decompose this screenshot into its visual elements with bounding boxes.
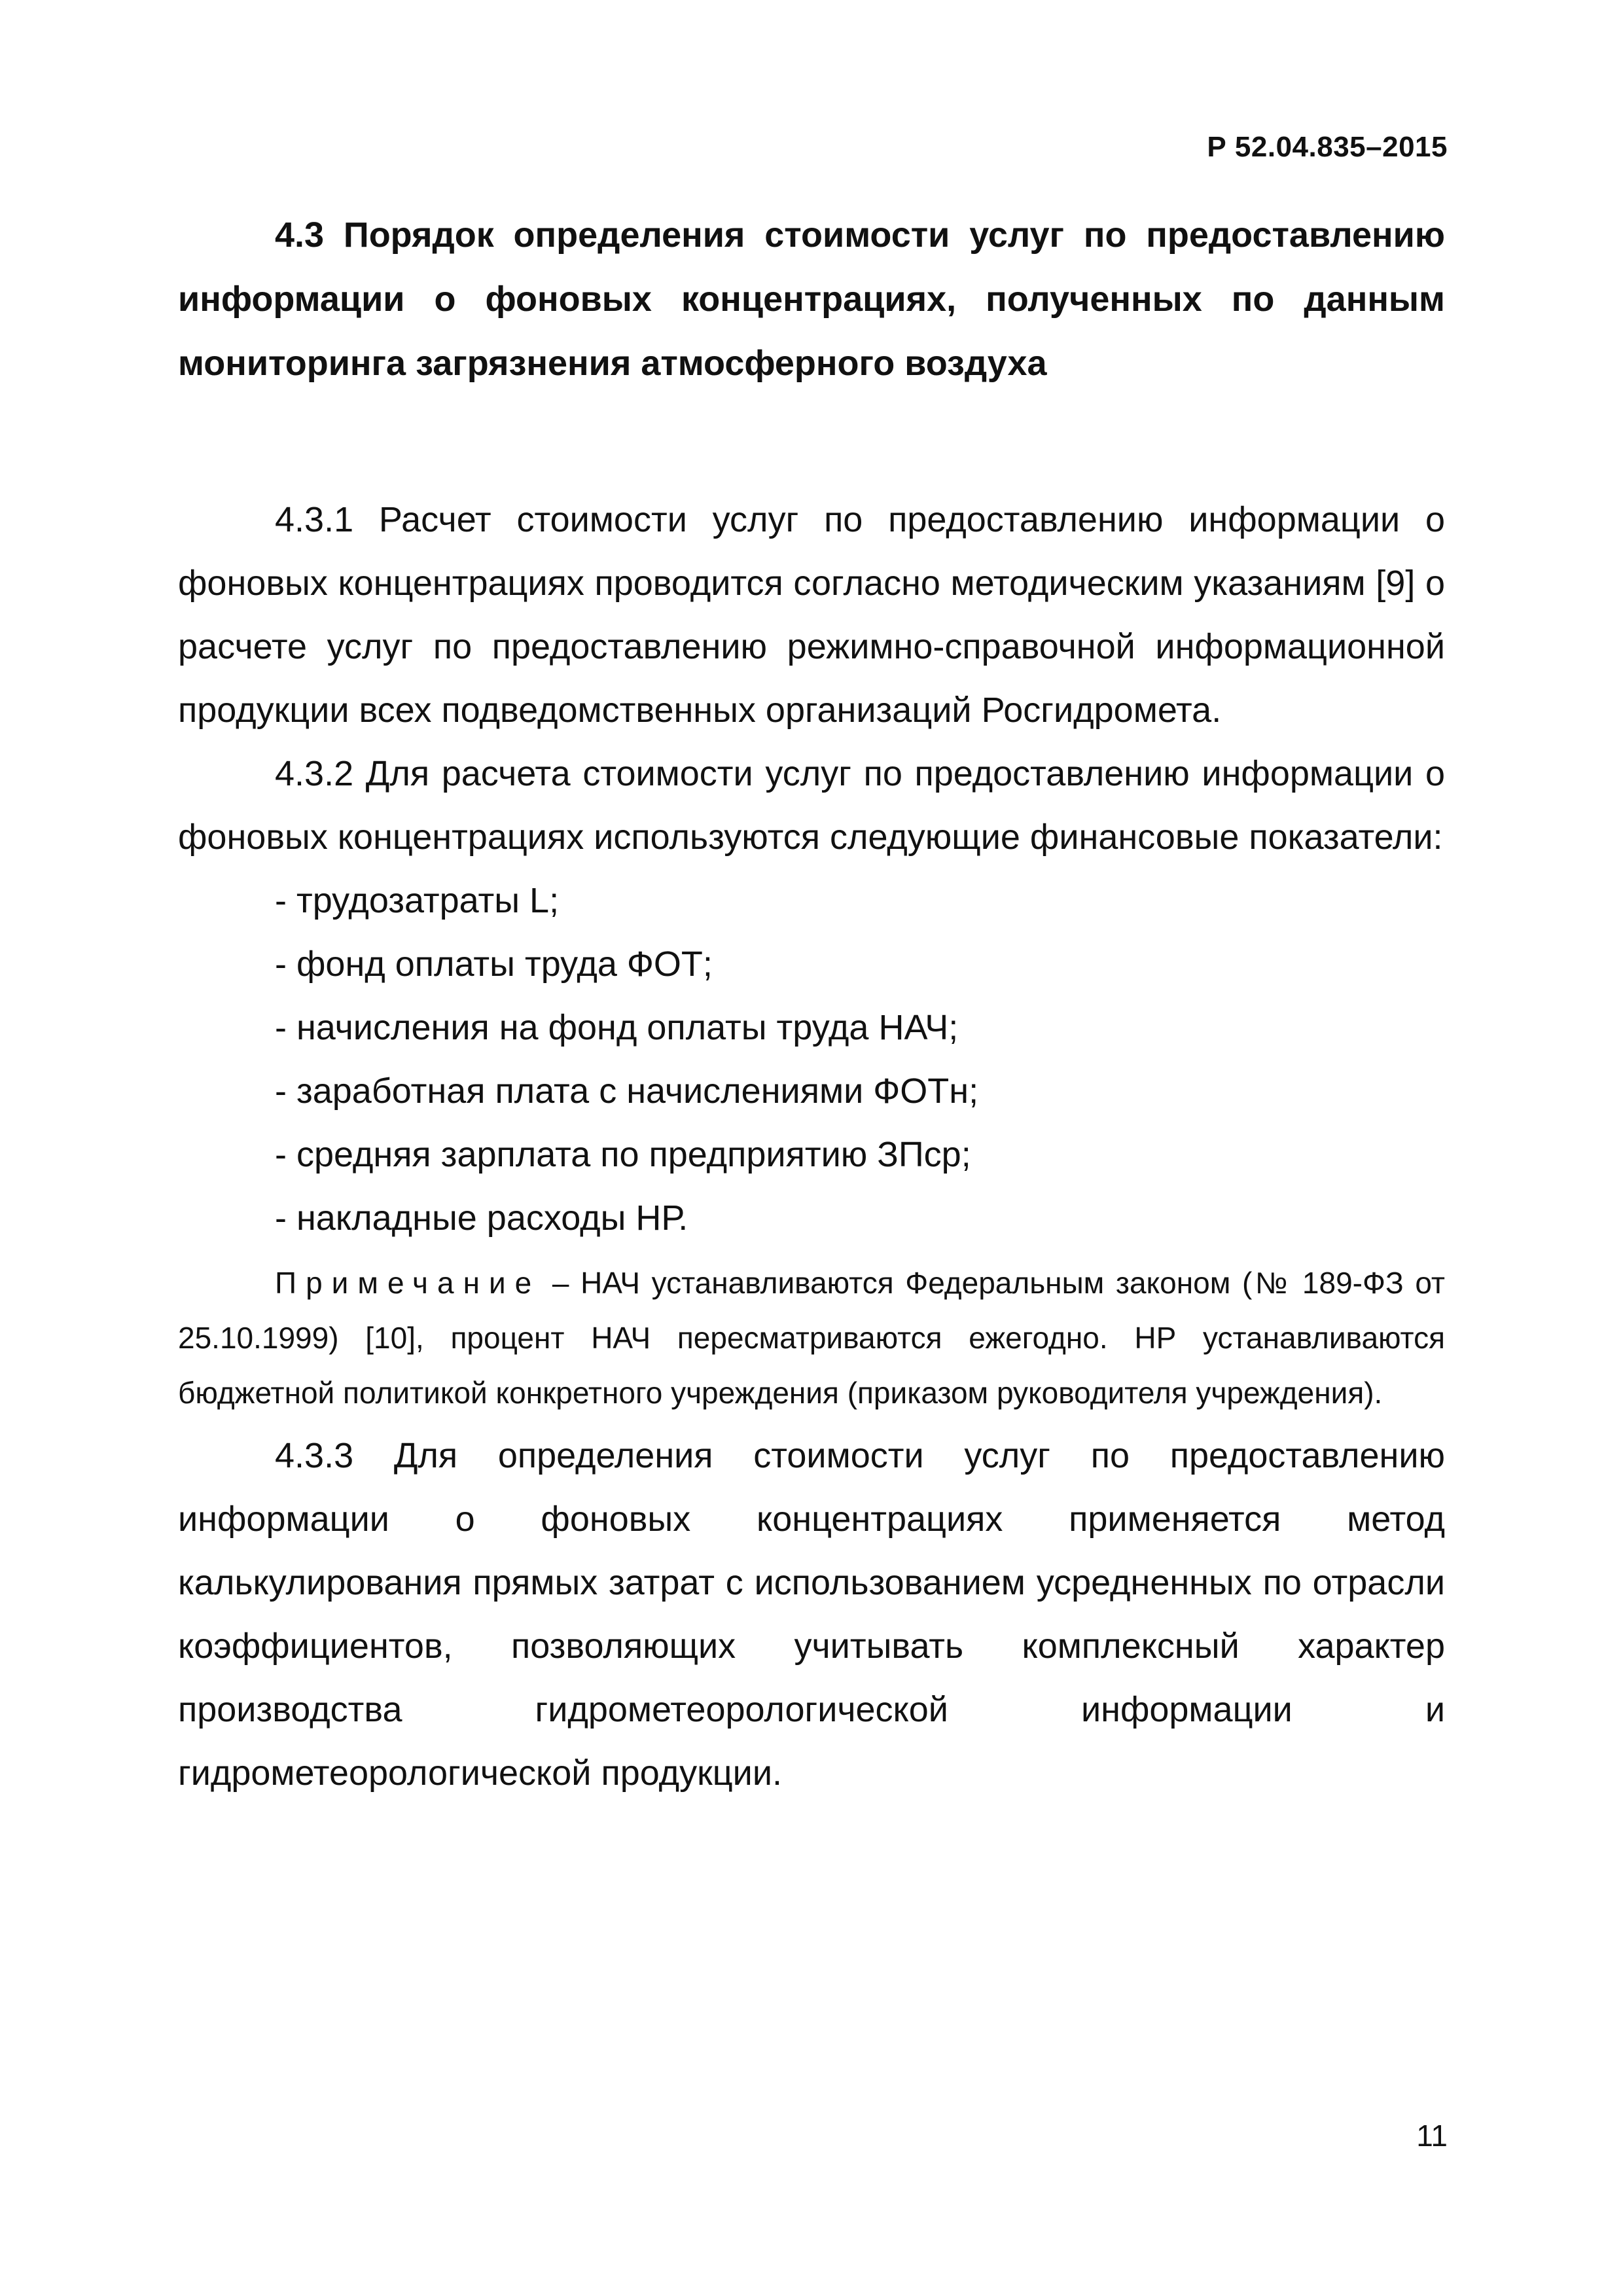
note-text: – НАЧ устанавливаются Федеральным законом (№ 189-ФЗ от 25.10.1999) [10], процент НАЧ пересматриваются ежегодно. НР устанавливаются бюджетной политикой конкретного учреждения (приказом руководителя учреждения).	[178, 1266, 1445, 1410]
note-label: Примечание	[275, 1266, 541, 1300]
section-heading: 4.3 Порядок определения стоимости услуг по предоставлению информации о фоновых концентрациях, полученных по данным мониторинга загрязнения атмосферного воздуха	[178, 215, 1445, 383]
list-item: - средняя зарплата по предприятию ЗПср;	[275, 1135, 971, 1174]
document-code: Р 52.04.835–2015	[1207, 131, 1448, 163]
list-item: - трудозатраты L;	[275, 881, 560, 920]
list-item: - накладные расходы НР.	[275, 1198, 688, 1238]
note	[178, 1255, 1445, 1420]
list-item: - заработная плата с начислениями ФОТн;	[275, 1071, 979, 1111]
paragraph-4-3-2: 4.3.2 Для расчета стоимости услуг по предоставлению информации о фоновых концентрациях используются следующие финансовые показатели:	[178, 754, 1445, 857]
list-item: - начисления на фонд оплаты труда НАЧ;	[275, 1008, 959, 1047]
financial-indicators-list	[178, 869, 1445, 1250]
list-item: - фонд оплаты труда ФОТ;	[275, 944, 713, 984]
paragraph-4-3-3: 4.3.3 Для определения стоимости услуг по предоставлению информации о фоновых концентрациях применяется метод калькулирования прямых затрат с использованием усредненных по отрасли коэффициентов, позволяющих учитывать комплексный характер производства гидрометеорологической информации и гидрометеорологической продукции.	[178, 1436, 1445, 1793]
paragraph-4-3-1: 4.3.1 Расчет стоимости услуг по предоставлению информации о фоновых концентрациях проводится согласно методическим указаниям [9] о расчете услуг по предоставлению режимно-справочной информационной продукции всех подведомственных организаций Росгидромета.	[178, 500, 1445, 730]
page-content	[178, 203, 1445, 1805]
page-number: 11	[1416, 2119, 1448, 2153]
